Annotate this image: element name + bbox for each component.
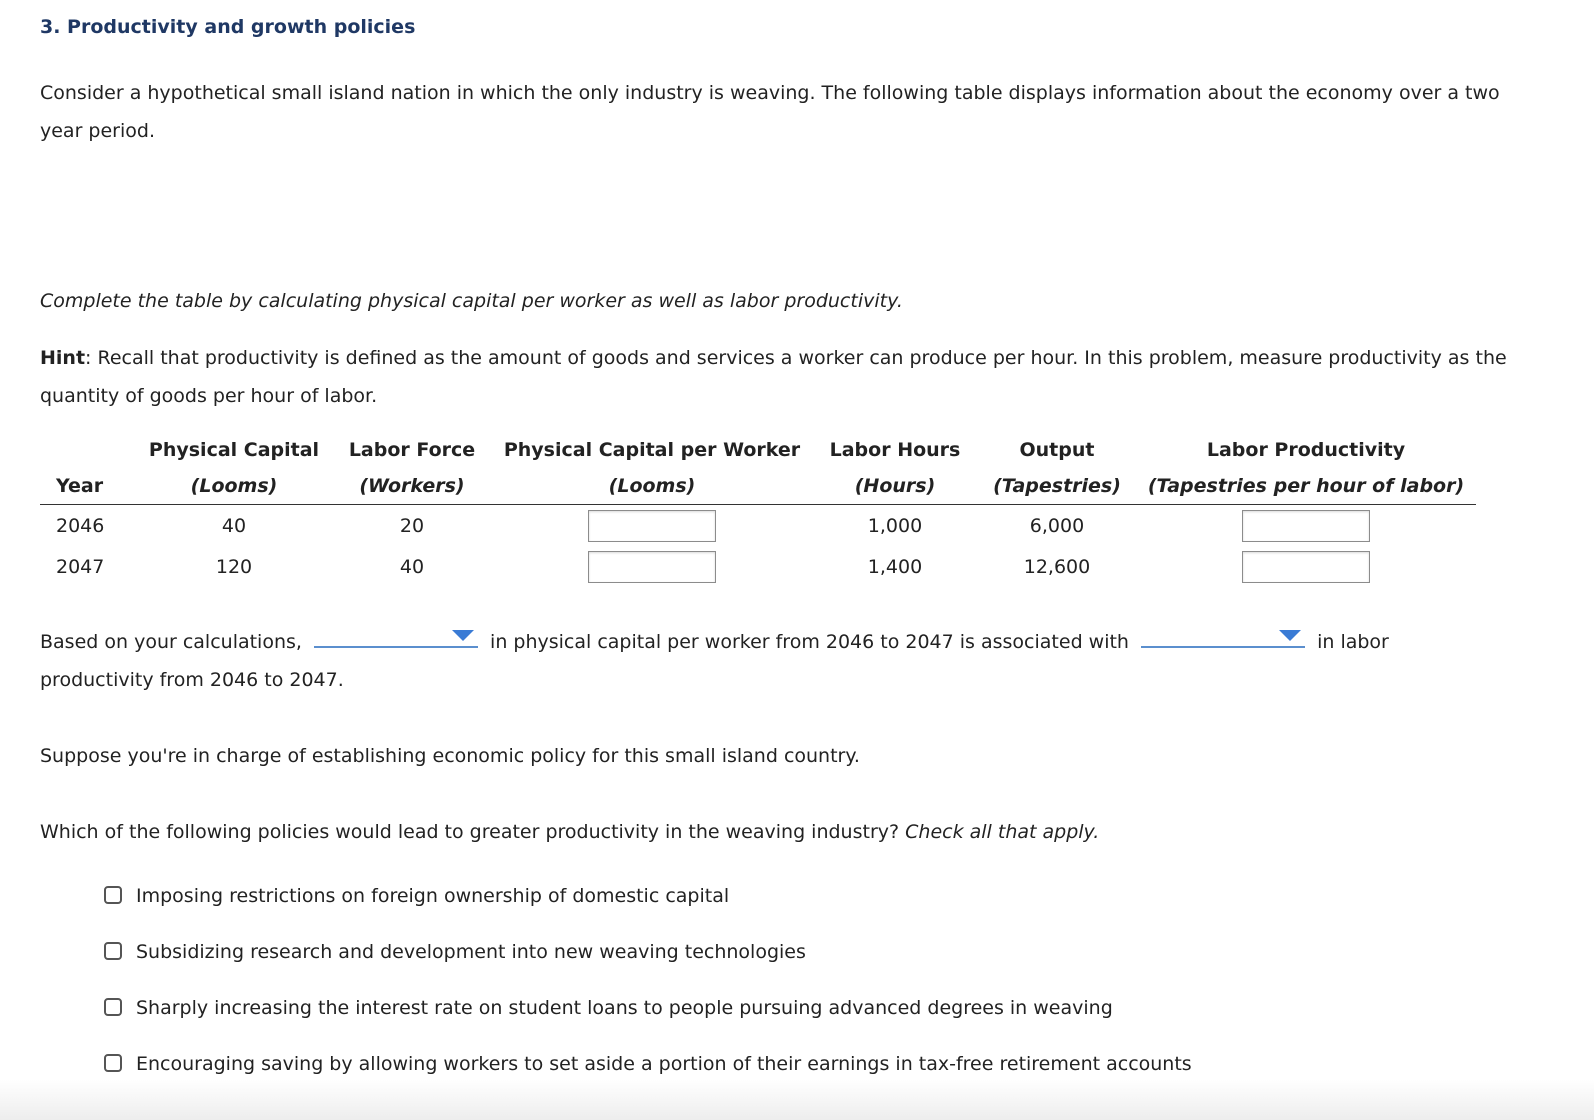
header-labor-force: Labor Force [348,439,476,461]
header-capital-per-worker: Physical Capital per Worker [503,439,801,461]
checkbox-encourage-saving[interactable] [104,1054,122,1072]
cell-productivity [1136,505,1476,547]
unit-labor-hours: (Hours) [812,468,978,505]
checkbox-restrict-foreign-ownership[interactable] [104,886,122,904]
question-title: 3. Productivity and growth policies [40,16,416,38]
unit-labor-force: (Workers) [332,468,492,505]
capital-per-worker-input-2047[interactable] [588,551,716,583]
cell-labor-hours: 1,400 [867,555,923,578]
table-row [40,505,1476,547]
cell-labor-hours: 1,000 [867,514,923,537]
unit-capital-per-worker: (Looms) [492,468,812,505]
header-output: Output [1019,439,1095,461]
hint-label: Hint [40,347,86,369]
table-unit-row [40,468,1476,505]
cell-capital-per-worker [492,505,812,547]
cell-output: 6,000 [1029,514,1085,537]
hint-paragraph [40,339,1510,415]
option-label[interactable]: Sharply increasing the interest rate on student loans to people pursuing advanced degrees in weaving [136,997,1113,1019]
calculation-sentence [40,623,1500,699]
cell-capital: 120 [215,555,253,578]
capital-per-worker-input-2046[interactable] [588,510,716,542]
cell-labor-force: 20 [399,514,425,537]
instruction-text: Complete the table by calculating physical capital per worker as well as labor productivity. [40,290,903,312]
sentence-part-3: in labor productivity from 2046 to 2047. [40,631,1389,691]
cell-output: 12,600 [1023,555,1091,578]
header-labor-productivity: Labor Productivity [1206,439,1406,461]
header-year-top [40,432,136,468]
dropdown-caret-icon [452,630,474,641]
header-year: Year [40,468,136,505]
sentence-part-1: Based on your calculations, [40,631,302,653]
checkbox-subsidize-rnd[interactable] [104,942,122,960]
list-item[interactable] [104,878,1192,934]
cell-labor-force: 40 [399,555,425,578]
economy-table [40,432,1476,587]
cell-capital: 40 [221,514,247,537]
list-item[interactable] [104,934,1192,990]
intro-paragraph: Consider a hypothetical small island nation in which the only industry is weaving. The following table displays information about the economy over a two year period. [40,82,1500,142]
policy-question-emphasis: Check all that apply. [905,821,1100,843]
option-label[interactable]: Encouraging saving by allowing workers to set aside a portion of their earnings in tax-free retirement accounts [136,1053,1192,1075]
hint-text: : Recall that productivity is defined as the amount of goods and services a worker can produce per hour. In this problem, measure productivity as the quantity of goods per hour of labor. [40,347,1507,407]
unit-labor-productivity: (Tapestries per hour of labor) [1136,468,1476,505]
capital-change-dropdown[interactable] [314,624,478,648]
cell-year: 2047 [56,555,105,578]
policy-question-text: Which of the following policies would lead to greater productivity in the weaving industry? [40,821,906,843]
dropdown-caret-icon [1279,630,1301,641]
policy-options-list [104,878,1192,1102]
productivity-change-dropdown[interactable] [1141,624,1305,648]
option-label[interactable]: Imposing restrictions on foreign ownership of domestic capital [136,885,730,907]
cell-year: 2046 [56,514,105,537]
policy-question [40,813,1510,851]
labor-productivity-input-2046[interactable] [1242,510,1370,542]
sentence-part-2: in physical capital per worker from 2046 to 2047 is associated with [490,631,1129,653]
checkbox-raise-student-loan-rates[interactable] [104,998,122,1016]
option-label[interactable]: Subsidizing research and development into new weaving technologies [136,941,806,963]
header-capital: Physical Capital [148,439,320,461]
unit-output: (Tapestries) [978,468,1136,505]
table-header-row [40,432,1476,468]
list-item[interactable] [104,1046,1192,1102]
unit-capital: (Looms) [136,468,332,505]
header-labor-hours: Labor Hours [829,439,961,461]
table-row [40,546,1476,587]
list-item[interactable] [104,990,1192,1046]
cell-capital-per-worker [492,546,812,587]
labor-productivity-input-2047[interactable] [1242,551,1370,583]
cell-productivity [1136,546,1476,587]
policy-context-text: Suppose you're in charge of establishing economic policy for this small island country. [40,745,860,767]
